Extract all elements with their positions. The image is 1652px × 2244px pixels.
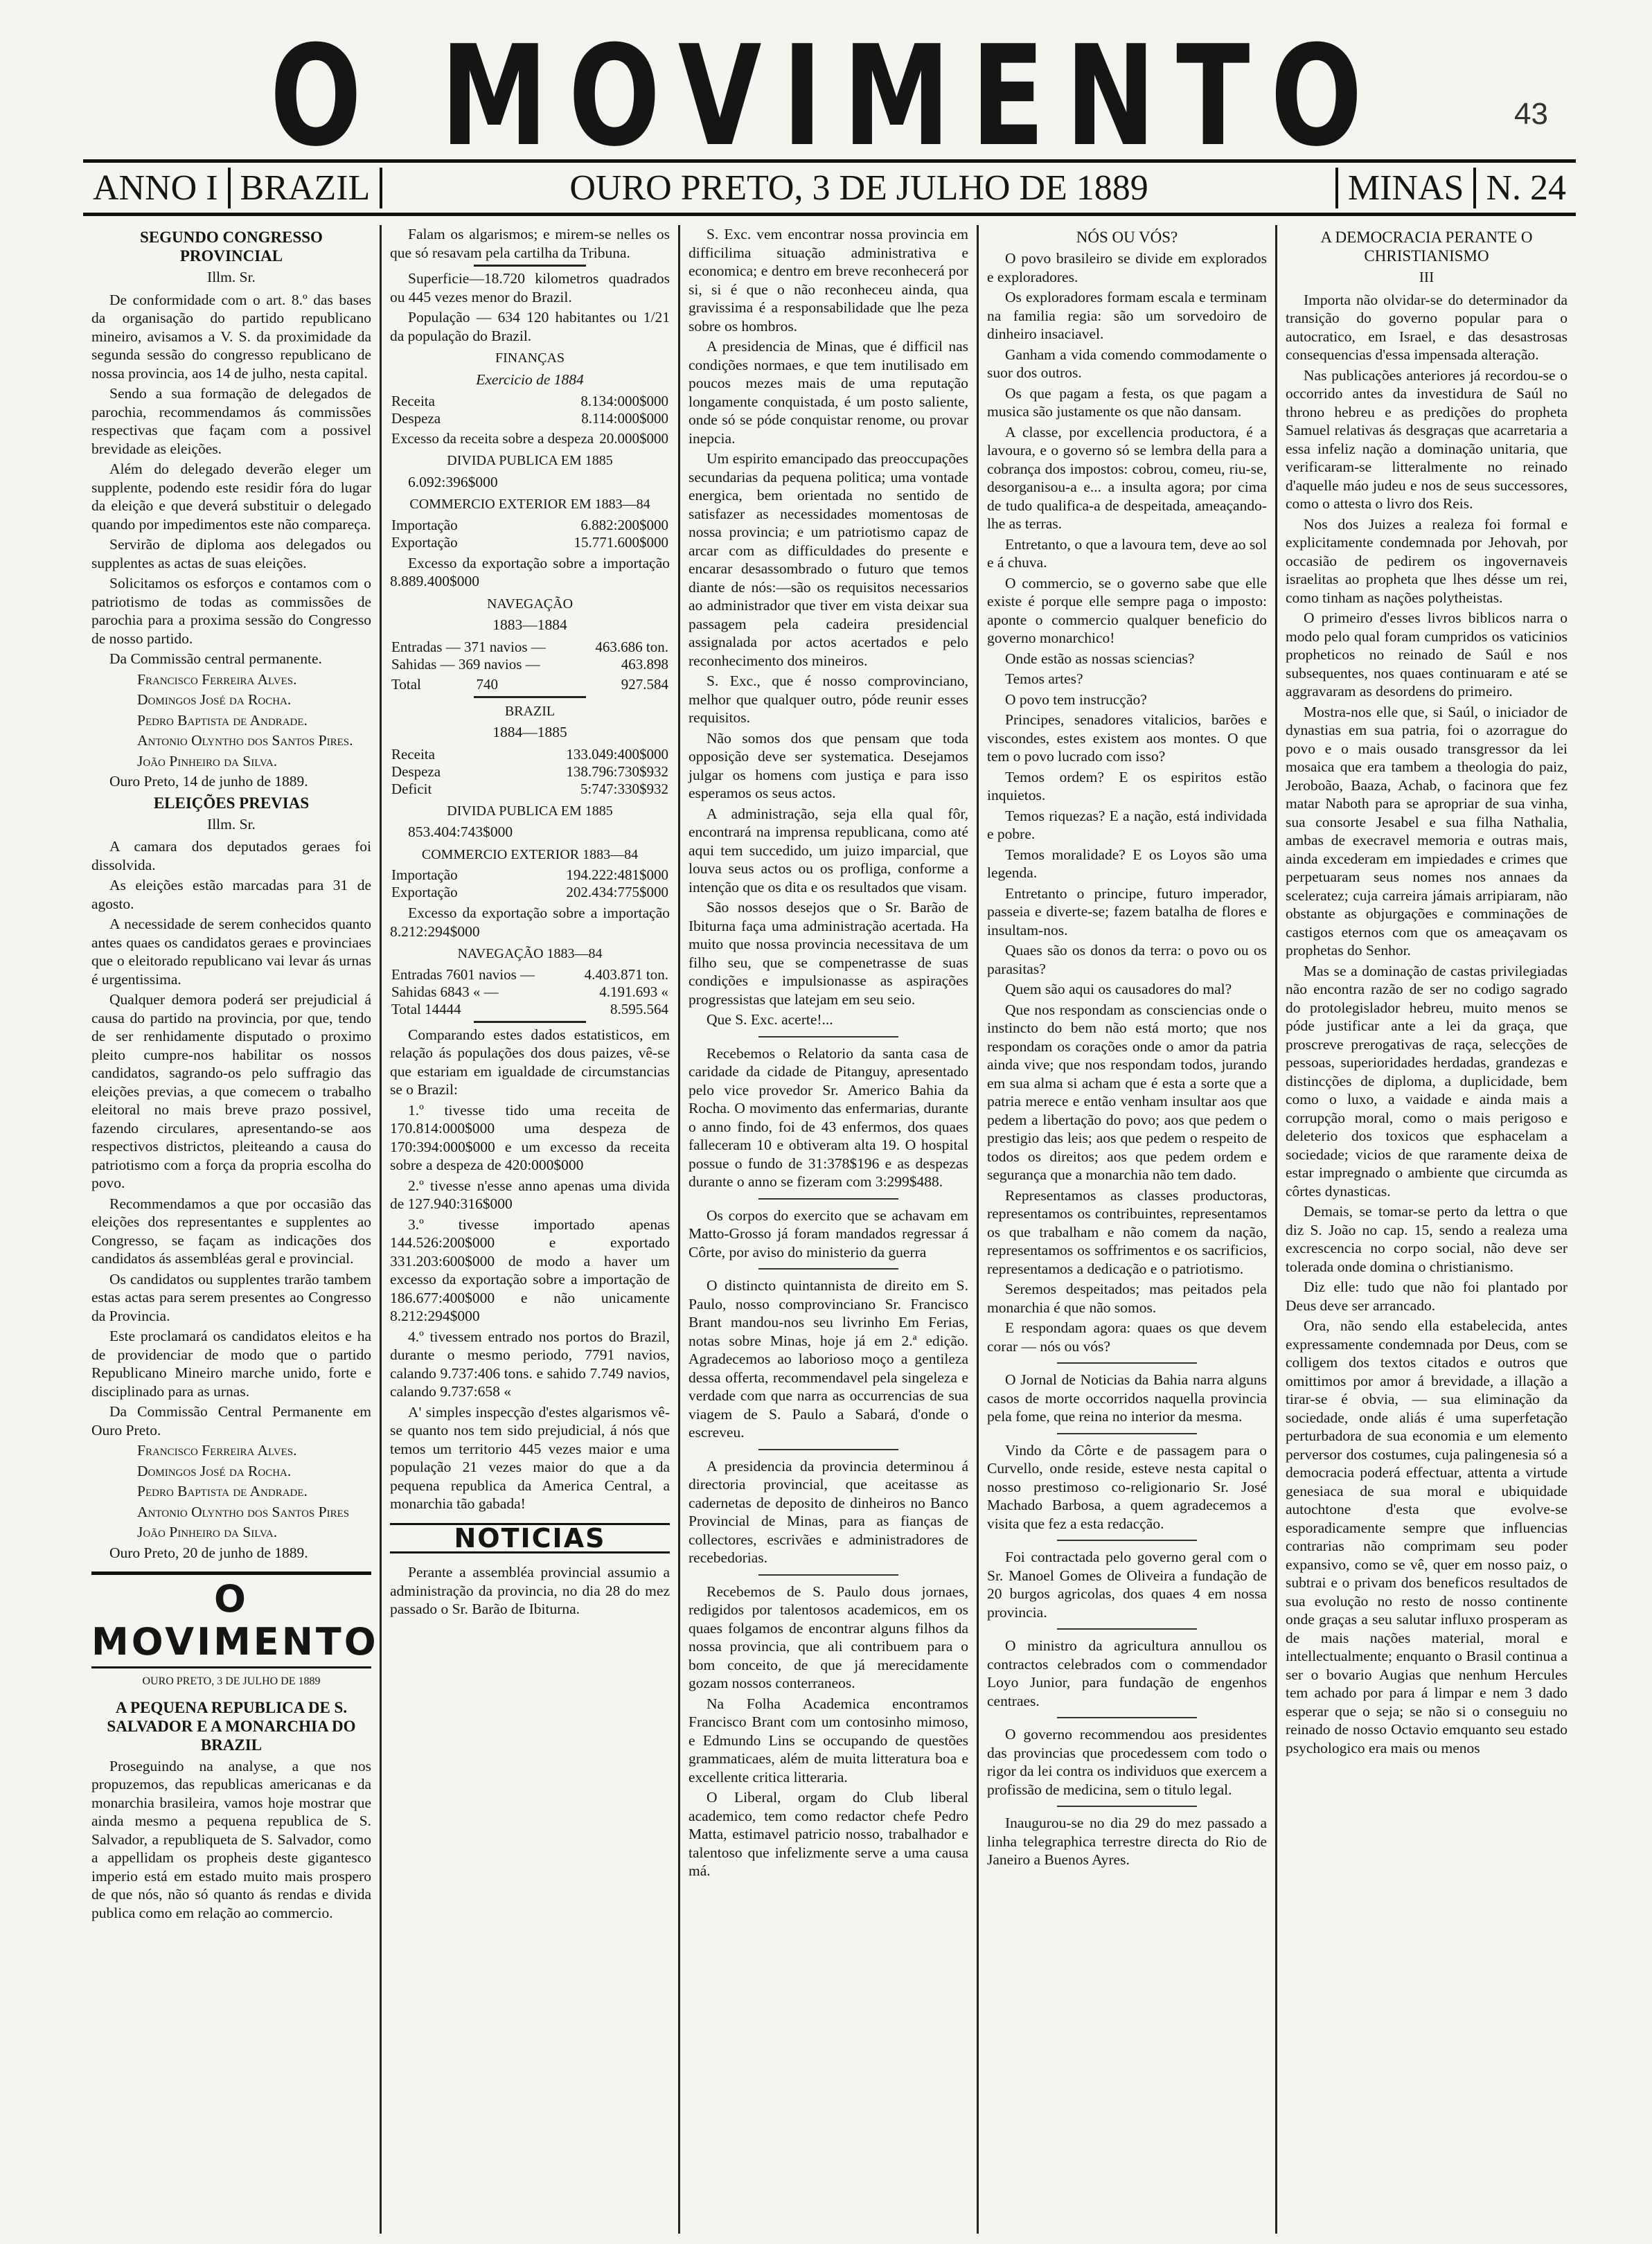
paragraph: Quaes são os donos da terra: o povo ou os parasitas?	[987, 942, 1267, 977]
paragraph: Onde estão as nossas sciencias?	[1005, 650, 1195, 667]
table-cell: 133.049:400$000	[566, 745, 668, 763]
section-heading: BRAZIL	[504, 703, 556, 719]
salutation: Illm. Sr.	[207, 269, 256, 285]
paragraph: O governo recommendou aos presidentes das provincias que procedessem com todo o rigor da lei contra os individuos que exercem a profissão de medicina, sem o titulo legal.	[987, 1726, 1267, 1798]
divider	[1057, 1540, 1197, 1541]
paragraph: O povo brasileiro se divide em explorados e exploradores.	[987, 250, 1267, 285]
navigation-table	[390, 639, 670, 673]
section-heading: FINANÇAS	[495, 350, 565, 366]
brazil-finance-table	[390, 746, 670, 798]
paragraph: Principes, senadores vitalicios, barões e viscondes, estes existem aos montes. O que tem o povo lucrado com isso?	[987, 711, 1267, 765]
commerce-table	[390, 517, 670, 551]
editorial-masthead	[91, 1571, 379, 1668]
table-cell: 138.796:730$932	[566, 763, 668, 780]
table-row	[390, 393, 670, 410]
paragraph: O ministro da agricultura annullou os contractos celebrados com o commendador Loyo Junior, para fundação de engenhos centraes.	[987, 1637, 1267, 1709]
paragraph: Temos moralidade? E os Loyos são uma legenda.	[987, 846, 1267, 881]
article-heading: A PEQUENA REPUBLICA DE S. SALVADOR E A MONARCHIA DO BRAZIL	[107, 1698, 356, 1754]
paragraph: O distincto quintannista de direito em S. Paulo, nosso comprovinciano Sr. Francisco Brant mandou-nos seu livrinho Em Ferias, notas sobre Minas, hoje já em 2.ª edição. Agradecemos ao laborioso moço a gentileza dessa offerta, recommendavel pela singeleza e verdade com que narra as occurrencias de sua viagem de S. Paulo a Sabará, d'onde o escreveu.	[689, 1277, 968, 1441]
article-heading: SEGUNDO CONGRESSO PROVINCIAL	[140, 229, 323, 265]
value-line: 853.404:743$000	[408, 823, 513, 840]
table-cell: Importação	[391, 516, 458, 533]
section-heading: DIVIDA PUBLICA EM 1885	[447, 803, 613, 819]
column-3	[680, 225, 979, 2234]
signer: Antonio Olyntho dos Santos Pires	[137, 1503, 350, 1520]
paragraph: Não somos dos que pensam que toda opposição deve ser systematica. Desejamos julgar os homens com justiça e para isso esperamos os seus actos.	[689, 729, 968, 801]
paragraph: E respondam agora: quaes os que devem corar — nós ou vós?	[987, 1319, 1267, 1355]
article-heading: ELEIÇÕES PREVIAS	[153, 794, 310, 812]
paragraph: Um espirito emancipado das preoccupações secundarias da pequena politica; uma vontade energica, bem orientada no sentido de satisfazer as necessidades momentosas de nossa provincia; e um patriotismo capaz de arcar com as difficuldades do presente e encarar desassombrado o futuro que temos diante de nós:—são os requisitos necessarios ao administrador que tiver em vista deixar sua passagem pela cadeira presidencial assignalada por actos acertados e pelo reconhecimento dos mineiros.	[689, 450, 968, 669]
section-heading: COMMERCIO EXTERIOR EM 1883—84	[409, 497, 650, 512]
paragraph: Foi contractada pelo governo geral com o Sr. Manoel Gomes de Oliveira a fundação de 20 burgos agricolas, dos quaes 4 em nossa provincia.	[987, 1549, 1267, 1621]
columns	[83, 225, 1576, 2234]
divider	[758, 1268, 898, 1270]
finance-table	[390, 393, 670, 427]
paragraph: Ganham a vida comendo commodamente o suor dos outros.	[987, 346, 1267, 381]
paragraph: Quem são aqui os causadores do mal?	[1005, 981, 1232, 997]
table-cell: 8.134:000$000	[580, 393, 668, 409]
paragraph: 2.º tivesse n'esse anno apenas uma divida de 127.940:316$000	[390, 1177, 670, 1212]
editorial-date: OURO PRETO, 3 DE JULHO DE 1889	[142, 1675, 321, 1687]
dateline	[83, 159, 1576, 216]
table-cell: 8.114:000$000	[581, 410, 668, 427]
column-2	[382, 225, 680, 2234]
table-cell: Total 14444	[391, 1000, 461, 1017]
paragraph: Solicitamos os esforços e contamos com o patriotismo de todas as commissões de parochia para a proxima sessão do Congresso de nosso partido.	[91, 575, 371, 647]
article-heading: A DEMOCRACIA PERANTE O CHRISTIANISMO	[1320, 229, 1533, 265]
paragraph: Nos dos Juizes a realeza foi formal e explicitamente condemnada por Jehovah, por occasião de pedirem os ingovernaveis israelitas ao propheta que lhes désse um rei, como tinham as nações polytheistas.	[1286, 515, 1567, 606]
paragraph: Recebemos de S. Paulo dous jornaes, redigidos por talentosos academicos, em os quaes folgamos de encontrar alguns filhos da nossa provincia, que ali contribuem para o bom conceito, de que já merecidamente gozam nossos conterraneos.	[689, 1583, 968, 1691]
signer: Francisco Ferreira Alves.	[137, 1442, 297, 1459]
table-cell: Total	[391, 675, 421, 693]
divider	[474, 265, 586, 267]
page-number-handwritten: 43	[1514, 97, 1548, 131]
divider	[474, 1021, 586, 1023]
table-cell: Entradas 7601 navios —	[391, 965, 535, 983]
paragraph: A necessidade de serem conhecidos quanto antes quaes os candidatos geraes e provinciaes que o eleitorado republicano vai levar ás urnas é urgentissima.	[91, 916, 371, 988]
paragraph: Os que pagam a festa, os que pagam a musica são justamente os que não dansam.	[987, 384, 1267, 420]
paragraph: Temos riquezas? E a nação, está individada e pobre.	[987, 807, 1267, 842]
paragraph: As eleições estão marcadas para 31 de agosto.	[91, 877, 371, 912]
paragraph: Da Commissão central permanente.	[109, 650, 322, 667]
paragraph: 4.º tivessem entrado nos portos do Brazil, durante o mesmo periodo, 7791 navios, calando 9.737:406 tons. e sahido 7.749 navios, calando 9.737:658 «	[390, 1328, 670, 1400]
paragraph: Os exploradores formam escala e terminam na familia regia: são um sorvedoiro de dinheiro insaciavel.	[987, 289, 1267, 342]
paragraph: Temos ordem? E os espiritos estão inquietos.	[987, 768, 1267, 803]
table-cell: 463.686 ton.	[595, 638, 668, 655]
column-4	[979, 225, 1277, 2234]
paragraph: A camara dos deputados geraes foi dissolvida.	[91, 838, 371, 873]
table-cell: Despeza	[391, 763, 441, 780]
divider	[758, 1198, 898, 1200]
section-heading: NAVEGAÇÃO 1883—84	[457, 946, 603, 961]
table-cell: Exportação	[391, 533, 458, 551]
section-banner-noticias: NOTICIAS	[390, 1523, 670, 1554]
navigation-table	[390, 966, 670, 1018]
paragraph: Este proclamará os candidatos eleitos e ha de providenciar de modo que o partido Republicano Mineiro marche unido, forte e disciplinado para as urnas.	[91, 1328, 371, 1400]
paragraph: Excesso da exportação sobre a importação 8.212:294$000	[390, 905, 670, 940]
table-row	[390, 983, 670, 1001]
years-line: 1884—1885	[492, 724, 567, 740]
paragraph: Proseguindo na analyse, a que nos propuzemos, das republicas americanas e da monarchia brasileira, vamos hoje mostrar que ainda mesmo a pequena republica de S. Salvador, a republiqueta de S. Salvador, como a appellidam os propheis deste gigantesco imperio está em estado muito mais prospero de que nós, não só quanto ás rendas e divida publica como em relação ao commercio.	[91, 1757, 371, 1921]
paragraph: A presidencia da provincia determinou á directoria provincial, que aceitasse as cadernetas de deposito de dinheiros no Banco Provincial de Minas, para as fianças de collectores, escrivães e administradores de recebedorias.	[689, 1457, 968, 1566]
dateline-number: N. 24	[1486, 168, 1566, 208]
newspaper-title: O MOVIMENTO	[269, 16, 1383, 177]
paragraph: Diz elle: tudo que não foi plantado por Deus deve ser arrancado.	[1286, 1279, 1567, 1314]
paragraph: O Liberal, orgam do Club liberal academico, tem como redactor chefe Pedro Matta, estimavel patricio nosso, trabalhador e talentoso que infelizmente serve a uma causa má.	[689, 1789, 968, 1879]
divider	[474, 696, 586, 698]
table-row	[390, 1001, 670, 1018]
table-cell: Importação	[391, 866, 458, 883]
paragraph: Ora, não sendo ella estabelecida, antes expressamente condemnada por Deus, com se colligem dos textos citados e outros que omittimos por amor á brevidade, a illação a tirar-se é obvia, — sua eliminação da sociedade, onde aliás é uma superfetação perturbadora de sua economia e um elemento perversor dos costumes, cuja palingenesia só a democracia poderá effectuar, attenta a virtude genesiaca de sua moral e ubiquidade autochtone d'esta que evolve-se esporadicamente sempre que influencias contrarias não comprimam seu poder expansivo, como se vê, quer em nosso paiz, o subtrai e o privam dos beneficos resultados de sua evolução no resto de nosso continente onde graças a seu salutar influxo prosperam as de mais nações material, moral e intellectualmente; enquanto o Brasil continua a ser o bovario Augias que nenhum Hercules tem achado por para á limpar e nem 3 dado esperar que o seja; se não si o conseguiu no reinado de nosso Octavio emquanto seu estado psychologico era mais ou menos	[1286, 1317, 1567, 1756]
table-cell: 194.222:481$000	[566, 866, 668, 883]
table-cell: Sahidas 6843 « —	[391, 983, 499, 1000]
paragraph: Importa não olvidar-se do determinador da transição do governo popular para o autocratico, em Israel, e das desastrosas consequencias d'essa impensada alteração.	[1286, 291, 1567, 363]
paragraph: Comparando estes dados estatisticos, em relação ás populações dos dous paizes, vê-se que estariam em igualdade de circumstancias se o Brazil:	[390, 1026, 670, 1098]
table-cell: 927.584	[621, 675, 668, 693]
paragraph: Falam os algarismos; e mirem-se nelles os que só resavam pela cartilha da Tribuna.	[390, 226, 670, 261]
table-row	[390, 763, 670, 781]
dateline-state: MINAS	[1335, 168, 1477, 208]
table-row	[390, 866, 670, 884]
table-cell: 15.771.600$000	[574, 533, 668, 551]
paragraph: Mas se a dominação de castas privilegiadas não encontra razão de ser no codigo sagrado do protolegislador hebreu, muito menos se póde justificar ante a lei da graça, que proscreve prerogativas de raça, selecções de pessoas, superioridades herdadas, grandezas e distincções de diploma, a duplicidade, bem como o luxo, a vaidade e ainda mais a corrupção moral, como o mais perigoso e deleterio dos toxicos que esphacelam a sociedade; vicios de que raramente deixa de estar impregnado o ambiente que circumda as côrtes dynasticas.	[1286, 962, 1567, 1200]
table-cell: Receita	[391, 393, 435, 409]
paragraph: A' simples inspecção d'estes algarismos vê-se quanto nos tem sido prejudicial, á nós que temos um territorio 445 vezes maior e uma população 21 vezes maior do que a da pequena republica da America Central, a monarchia tão gabada!	[390, 1403, 670, 1512]
paragraph: Inaugurou-se no dia 29 do mez passado a linha telegraphica terrestre directa do Rio de Janeiro a Buenos Ayres.	[987, 1815, 1267, 1868]
date-line: Ouro Preto, 20 de junho de 1889.	[109, 1544, 308, 1561]
paragraph: Entretanto, o que a lavoura tem, deve ao sol e á chuva.	[987, 535, 1267, 571]
paragraph: Que S. Exc. acerte!...	[707, 1011, 833, 1028]
divider	[1057, 1806, 1197, 1807]
paragraph: De conformidade com o art. 8.º das bases da organisação do partido republicano mineiro, avisamos a V. S. da proximidade da segunda sessão do congresso republicano de nossa provincia, aos 14 de julho, nesta capital.	[91, 291, 371, 382]
signer: João Pinheiro da Silva.	[137, 1524, 278, 1540]
article-heading: NÓS OU VÓS?	[1076, 229, 1178, 246]
dateline-year: ANNO I	[83, 168, 231, 208]
paragraph: S. Exc., que é nosso comprovinciano, melhor que qualquer outro, póde reunir esses requisitos.	[689, 673, 968, 726]
paragraph: A presidencia de Minas, que é difficil nas condições normaes, e que tem inutilisado em poucos mezes mais de uma reputação longamente conquistada, é um posto saliente, onde só se póde conquistar renome, ou provar inepcia.	[689, 338, 968, 447]
signer: Pedro Baptista de Andrade.	[137, 1483, 308, 1499]
table-row	[390, 430, 670, 447]
paragraph: Seremos despeitados; mas peitados pela monarchia é que não somos.	[987, 1281, 1267, 1316]
table-row	[390, 676, 670, 693]
editorial-masthead-title: O MOVIMENTO	[91, 1577, 379, 1664]
signer: Francisco Ferreira Alves.	[137, 670, 297, 688]
paragraph: O Jornal de Noticias da Bahia narra alguns casos de morte occorridos naquella provincia pela fome, que reina no interior da mesma.	[987, 1371, 1267, 1425]
table-cell: 463.898	[621, 655, 668, 673]
column-5	[1277, 225, 1576, 2234]
table-cell: 202.434:775$000	[566, 884, 668, 900]
section-heading: DIVIDA PUBLICA EM 1885	[447, 453, 613, 468]
paragraph: 3.º tivesse importado apenas 144.526:200$000 e exportado 331.203:600$000 de modo a haver um excesso da exportação sobre a importação de 186.677:400$000 e não unicamente 8.212:294$000	[390, 1216, 670, 1324]
table-row	[390, 656, 670, 673]
paragraph: Vindo da Côrte e de passagem para o Curvello, onde reside, esteve nesta capital o nosso prestimoso co-religionario Sr. José Machado Barbosa, a quem agradecemos a visita que fez a esta redacção.	[987, 1441, 1267, 1532]
table-cell: Sahidas — 369 navios —	[391, 655, 540, 673]
paragraph: São nossos desejos que o Sr. Barão de Ibiturna faça uma administração acertada. Ha muito que nossa provincia necessitava de um filho seu, que se compenetrasse de suas condições e impulsionasse as aspirações progressistas que latejam em seu seio.	[689, 899, 968, 1008]
paragraph: Nas publicações anteriores já recordou-se o occorrido antes da investidura de Saúl no throno hebreu e as predições do propheta Samuel relativas ás desgraças que acarretaria a essa infeliz nação a dominação unitaria, que verificaram-se litteralmente no reinado d'aquelle máo judeu e nos de seus successores, como o attesta o livro dos Reis.	[1286, 366, 1567, 512]
divider	[1057, 1433, 1197, 1434]
paragraph: Superficie—18.720 kilometros quadrados ou 445 vezes menor do Brazil.	[390, 270, 670, 305]
signer: Antonio Olyntho dos Santos Pires.	[137, 732, 353, 749]
table-cell: Entradas — 371 navios —	[391, 638, 546, 655]
date-line: Ouro Preto, 14 de junho de 1889.	[109, 773, 308, 790]
table-row	[390, 781, 670, 798]
paragraph: Excesso da exportação sobre a importação 8.889.400$000	[390, 554, 670, 589]
table-row	[390, 534, 670, 551]
paragraph: Sendo a sua formação de delegados de parochia, recommendamos ás commissões respectivas que façam com a possivel brevidade as eleições.	[91, 385, 371, 457]
divider	[1057, 1717, 1197, 1718]
table-cell: Despeza	[391, 410, 441, 427]
divider	[1057, 1362, 1197, 1364]
divider	[1057, 1628, 1197, 1630]
section-heading: COMMERCIO EXTERIOR 1883—84	[421, 846, 639, 862]
divider	[758, 1449, 898, 1450]
value-line: 6.092:396$000	[408, 473, 498, 490]
column-1	[83, 225, 382, 2234]
navigation-total	[390, 676, 670, 693]
table-row	[390, 517, 670, 534]
paragraph: O commercio, se o governo sabe que elle existe é porque elle sempre paga o imposto: aponte o commercio qualquer beneficio do governo monarchico!	[987, 574, 1267, 646]
part-number: III	[1419, 269, 1435, 285]
table-cell: 8.595.564	[610, 1000, 668, 1017]
dateline-country: BRAZIL	[240, 168, 371, 208]
signer: João Pinheiro da Silva.	[137, 752, 278, 769]
divider	[758, 1574, 898, 1576]
masthead	[0, 16, 1652, 177]
table-cell: 5:747:330$932	[580, 780, 668, 797]
paragraph: O primeiro d'esses livros biblicos narra o modo pelo qual foram cumpridos os vaticinios propheticos no reinado de Saúl e nos subsequentes, nos quaes continuaram e até se aggravaram as desordens do primeiro.	[1286, 609, 1567, 700]
paragraph: Representamos as classes productoras, representamos os contribuintes, representamos os que trabalham e não comem da nação, representamos os soffrimentos e os sacrificios, representamos a dedicação e o patriotismo.	[987, 1186, 1267, 1277]
paragraph: A administração, seja ella qual fôr, encontrará na imprensa republicana, como até aqui tem succedido, um juizo imparcial, que louva seus actos ou os profliga, conforme a intenção que os dita e os resultados que visam.	[689, 805, 968, 896]
years-line: 1883—1884	[492, 616, 567, 633]
paragraph: Além do delegado deverão eleger um supplente, podendo este residir fóra do lugar da eleição e que deverá substituir o delegado quando por impedimentos este não compareça.	[91, 461, 371, 533]
paragraph: Perante a assembléa provincial assumio a administração da provincia, no dia 28 do mez passado o Sr. Barão de Ibiturna.	[390, 1564, 670, 1617]
table-cell: 4.403.871 ton.	[584, 965, 668, 983]
paragraph: S. Exc. vem encontrar nossa provincia em difficilima situação administrativa e economica; e dentro em breve reconhecerá por si, si é que o não reconheceu ainda, qua gravissima é a responsabilidade que lhe peza sobre os hombros.	[689, 226, 968, 335]
paragraph: Na Folha Academica encontramos Francisco Brant com um contosinho mimoso, e Edmundo Lins se occupando de questões grammaticaes, além de muita litteratura boa e excellente critica litteraria.	[689, 1695, 968, 1786]
paragraph: Da Commissão Central Permanente em Ouro Preto.	[91, 1403, 371, 1439]
table-row	[390, 639, 670, 656]
paragraph: Temos artes?	[1005, 670, 1083, 687]
subheading-text: Exercicio de 1884	[476, 371, 584, 388]
paragraph: Servirão de diploma aos delegados ou supplentes as actas de suas eleições.	[91, 536, 371, 571]
table-row	[390, 884, 670, 901]
table-cell: Receita	[391, 745, 435, 763]
table-row	[390, 966, 670, 983]
table-cell: 4.191.693 «	[599, 983, 668, 1000]
table-cell: 20.000$000	[599, 430, 668, 447]
table-row	[390, 410, 670, 427]
paragraph: Os corpos do exercito que se achavam em Matto-Grosso já foram mandados regressar á Côrte, por aviso do ministerio da guerra	[689, 1206, 968, 1261]
paragraph: A classe, por excellencia productora, é a lavoura, e o governo só se lembra della para a cobrança dos impostos: cobrou, comeu, riu-se, desorganisou-a e... a insulta agora; por cima de tudo qualifica-a de despeitada, ameaçando-lhe as terras.	[987, 423, 1267, 532]
table-cell: Exportação	[391, 884, 458, 900]
section-subheading	[390, 371, 670, 389]
paragraph: Qualquer demora poderá ser prejudicial á causa do partido na provincia, por que, tendo de ser renhidamente disputado o proximo pleito cumpre-nos habilitar os nossos candidatos, sagrando-os pelo suffragio das eleições previas, a que comecem o trabalho eleitoral no mais breve prazo possivel, fazendo circulares, apresentando-se aos respectivos districtos, pleiteando a causa do patriotismo com a força da propria escolha do povo.	[91, 991, 371, 1191]
salutation: Illm. Sr.	[207, 815, 256, 832]
paragraph: Os candidatos ou supplentes trarão tambem estas actas para serem presentes ao Congresso da Provincia.	[91, 1270, 371, 1324]
commerce-table	[390, 866, 670, 901]
table-row	[390, 746, 670, 763]
paragraph: 1.º tivesse tido uma receita de 170.814:000$000 uma despeza de 170:394:000$000 e um excesso da receita sobre a despeza de 420:000$000	[390, 1101, 670, 1173]
dateline-place-date: OURO PRETO, 3 DE JULHO DE 1889	[380, 168, 1335, 208]
paragraph: Recommendamos a que por occasião das eleições dos representantes e supplentes ao Congresso, se façam as indicações dos candidatos ás assembléas geral e provincial.	[91, 1195, 371, 1267]
paragraph: Entretanto o principe, futuro imperador, passeia e diverte-se; fazem batalha de flores e insultam-nos.	[987, 884, 1267, 938]
signer: Domingos José da Rocha.	[137, 1462, 292, 1479]
paragraph: População — 634 120 habitantes ou 1/21 da população do Brazil.	[390, 309, 670, 344]
paragraph: O povo tem instrucção?	[1005, 691, 1147, 708]
signer: Domingos José da Rocha.	[137, 691, 292, 708]
table-cell: 6.882:200$000	[580, 516, 668, 533]
section-heading: NAVEGAÇÃO	[486, 596, 574, 612]
paragraph: Recebemos o Relatorio da santa casa de caridade da cidade de Pitanguy, apresentado pelo vice provedor Sr. Americo Bahia da Rocha. O movimento das enfermarias, durante o anno findo, foi de 43 enfermos, dos quaes falleceram 10 e obtiveram alta 19. O hospital possue o fundo de 31:378$196 e as despezas durante o anno se fizeram com 3:299$488.	[689, 1044, 968, 1190]
signer: Pedro Baptista de Andrade.	[137, 711, 308, 729]
table-cell: Deficit	[391, 780, 432, 797]
table-cell: 740	[476, 675, 498, 693]
table-cell: Excesso da receita sobre a despeza	[391, 430, 594, 447]
divider	[758, 1036, 898, 1038]
paragraph: Que nos respondam as consciencias onde o instincto do bem não está morto; que nos respondam os corações onde o amor da patria ainda vive; que nos respondam todos, jurando em sua alma si acham que é esta a sorte que a patria merece e então venham insultar aos que pedem a libertação do povo; aos que pedem o prestigio das leis; aos que pedem o respeito de todos os direitos; aos que pedem ordem e segurança que a monarchia não tem dado.	[987, 1001, 1267, 1183]
surplus-table	[390, 430, 670, 447]
paragraph: Demais, se tomar-se perto da lettra o que diz S. João no cap. 15, sendo a realeza uma excrescencia no corpo social, não deve ser tolerada onde domina o christianismo.	[1286, 1203, 1567, 1275]
paragraph: Mostra-nos elle que, si Saúl, o iniciador de dynastias em sua patria, foi o azorrague do povo e o mais ousado transgressor da lei mosaica que era tambem a theologia do paiz, Jeroboão, Baaza, Achab, o facinora que fez matar Naboth para se apropriar de sua vinha, sua consorte Jesabel e sua filha Nathalia, ambas de execravel memoria e outras mais, ainda excederam em impiedades e crimes que perpetuaram seus nomes nos annaes da sceleratez; cuja carreira jámais arripiaram, não obstante as objurgações e comminações de castigos eternos com que os ameaçavam os prophetas do Senhor.	[1286, 703, 1567, 959]
